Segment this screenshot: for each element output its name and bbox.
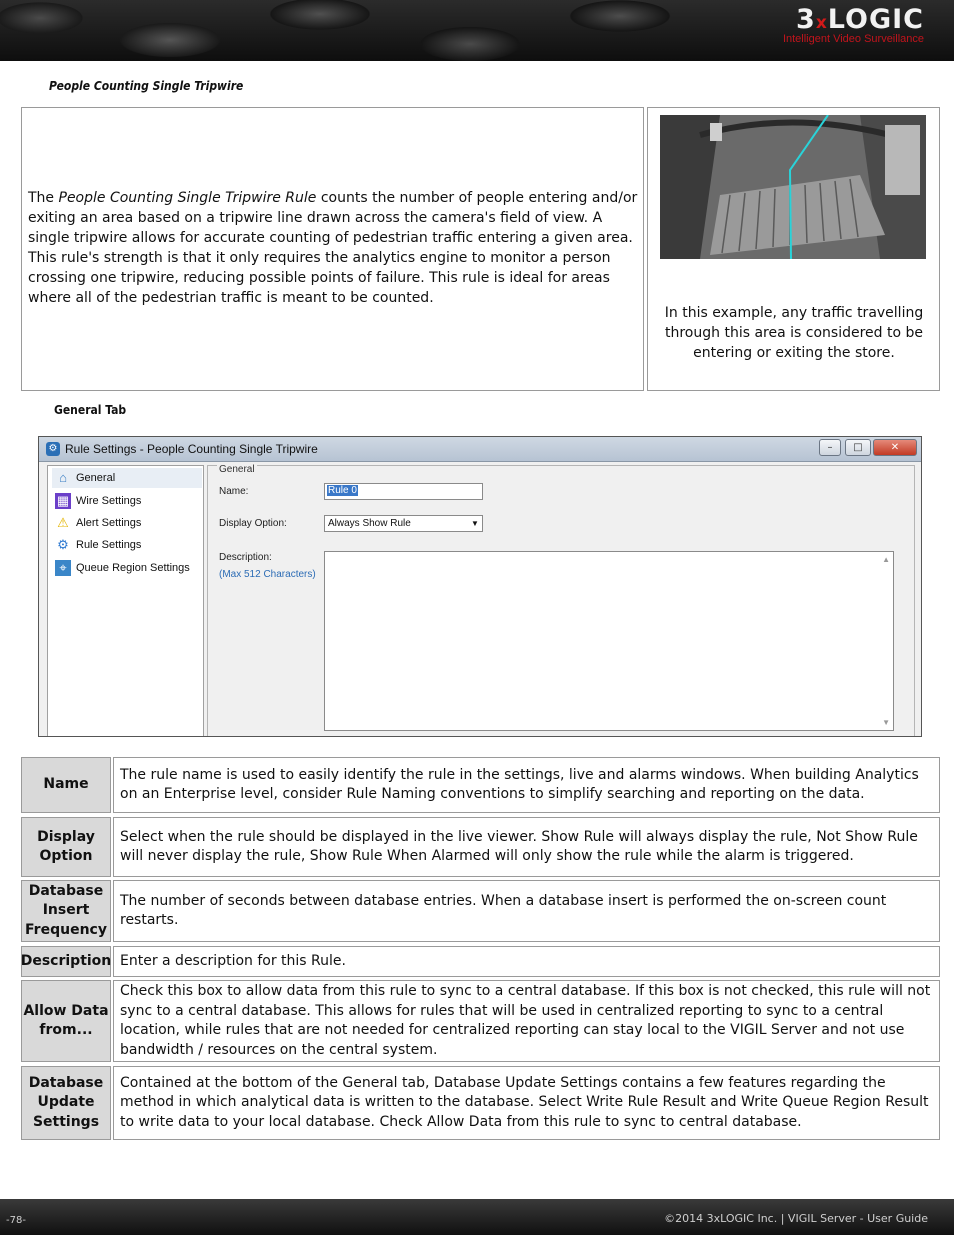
def-desc: The rule name is used to easily identify the rule in the settings, live and alarms windows. When building Analytics on an Enterprise level, consider Rule Naming conventions to simplify searching and reporting on the data. <box>113 757 940 813</box>
def-desc: Enter a description for this Rule. <box>113 946 940 977</box>
dialog-title: Rule Settings - People Counting Single Tripwire <box>65 442 318 456</box>
logo-tagline: Intelligent Video Surveillance <box>782 33 924 45</box>
page-footer <box>0 1199 954 1235</box>
name-input[interactable]: Rule 0 <box>324 483 483 500</box>
camera-view-image <box>660 115 926 259</box>
camera-scene <box>660 115 926 259</box>
name-label: Name: <box>219 486 249 497</box>
map-pin-icon: ⌖ <box>55 560 71 576</box>
def-desc: Check this box to allow data from this rule to sync to a central database. If this box is not checked, this rule will not sync to a central database. This allows for rules that will be used in centralized reporting to sync to a central location, while rules that are not needed for centralized reporting can stay local to the VIGIL Server and not use bandwidth / resources on the central system. <box>113 980 940 1062</box>
general-tab-title: General Tab <box>54 403 127 417</box>
def-row-allow-data <box>21 980 940 1062</box>
intro-box <box>21 107 644 391</box>
description-hint: (Max 512 Characters) <box>219 569 316 580</box>
copyright: ©2014 3xLOGIC Inc. | VIGIL Server - User Guide <box>664 1212 928 1225</box>
logo-wordmark: 3xLOGIC <box>796 4 924 35</box>
display-option-select[interactable]: Always Show Rule ▼ <box>324 515 483 532</box>
gear-icon: ⚙ <box>57 537 69 552</box>
minimize-button[interactable]: – <box>819 439 841 456</box>
settings-nav <box>47 465 204 737</box>
nav-item-alert-settings[interactable]: ⚠ Alert Settings <box>52 513 202 533</box>
def-term: Allow Data from... <box>21 980 111 1062</box>
def-desc: The number of seconds between database entries. When a database insert is performed the on-screen count restarts. <box>113 880 940 942</box>
page-number: -78- <box>6 1215 26 1226</box>
def-desc: Select when the rule should be displayed in the live viewer. Show Rule will always display the rule, Not Show Rule will never display the rule, Show Rule When Alarmed will only show the rule while the alarm is triggered. <box>113 817 940 877</box>
page-header <box>0 0 954 61</box>
nav-item-rule-settings[interactable]: ⚙ Rule Settings <box>52 535 202 555</box>
group-label: General <box>219 464 255 475</box>
def-row-db-insert-frequency <box>21 880 940 942</box>
display-option-label: Display Option: <box>219 518 287 529</box>
def-term: Database Update Settings <box>21 1066 111 1140</box>
def-term: Display Option <box>21 817 111 877</box>
def-term: Description <box>21 946 111 977</box>
def-term: Name <box>21 757 111 813</box>
def-row-name <box>21 757 940 813</box>
scroll-up-icon[interactable]: ▲ <box>882 555 890 564</box>
home-icon: ⌂ <box>59 470 67 485</box>
example-caption: In this example, any traffic travelling through this area is considered to be entering or exiting the store. <box>664 305 924 361</box>
chevron-down-icon: ▼ <box>471 519 479 528</box>
scroll-down-icon[interactable]: ▼ <box>882 718 890 727</box>
nav-item-general[interactable]: ⌂ General <box>52 468 202 488</box>
description-label: Description: <box>219 552 272 563</box>
maximize-button[interactable]: □ <box>845 439 871 456</box>
description-textarea[interactable] <box>324 551 894 731</box>
dialog-titlebar <box>39 437 922 462</box>
intro-text: The People Counting Single Tripwire Rule counts the number of people entering and/or exiting an area based on a tripwire line drawn across the camera's field of view. A single tripwire allows for accurate counting of pedestrian traffic entering a given area. This rule's strength is that it only requires the analytics engine to monitor a person crossing one tripwire, reducing possible points of failure. This rule is ideal for areas where all of the pedestrian traffic is meant to be counted. <box>28 190 638 306</box>
wire-icon: ▦ <box>56 493 70 508</box>
def-term: Database Insert Frequency <box>21 880 111 942</box>
nav-item-wire-settings[interactable]: ▦ Wire Settings <box>56 493 142 508</box>
rule-settings-dialog <box>38 436 922 737</box>
def-row-db-update-settings <box>21 1066 940 1140</box>
def-row-display-option <box>21 817 940 877</box>
brand-logo <box>783 4 924 45</box>
section-title: People Counting Single Tripwire <box>49 79 244 93</box>
warning-icon: ⚠ <box>57 515 69 530</box>
def-row-description <box>21 946 940 977</box>
settings-app-icon: ⚙ <box>46 442 60 456</box>
nav-item-queue-region-settings[interactable]: ⌖ Queue Region Settings <box>52 558 202 578</box>
example-box <box>647 107 940 391</box>
close-button[interactable]: ✕ <box>873 439 917 456</box>
def-desc: Contained at the bottom of the General tab, Database Update Settings contains a few features regarding the method in which analytical data is written to the database. Select Write Rule Result and Write Queue Region Result to write data to your local database. Check Allow Data from this rule to sync to central database. <box>113 1066 940 1140</box>
